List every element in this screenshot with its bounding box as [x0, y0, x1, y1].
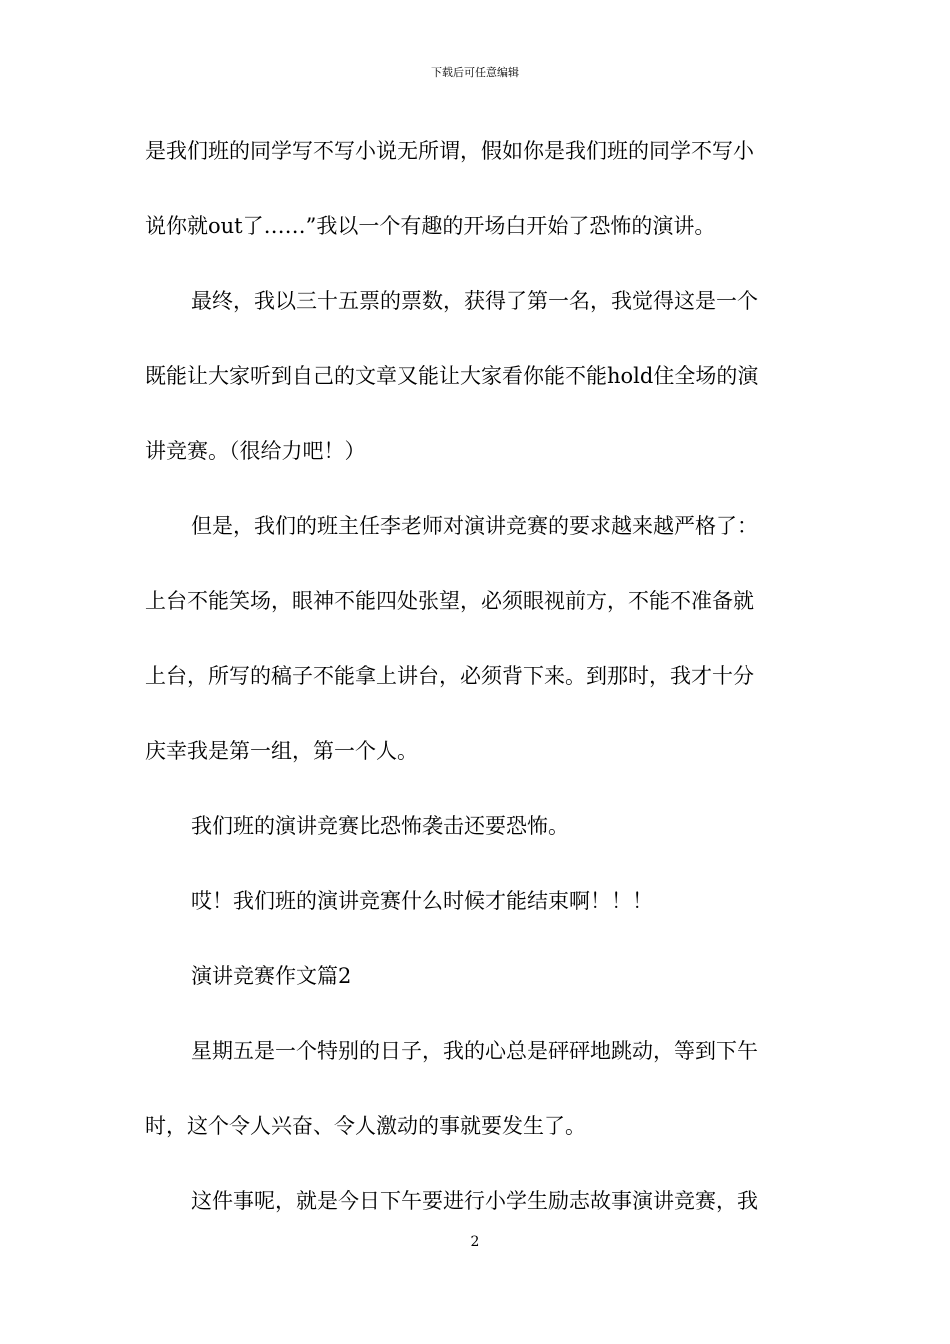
section-heading: 演讲竞赛作文篇2 [191, 964, 352, 988]
text-line: 上台不能笑场，眼神不能四处张望，必须眼视前方，不能不准备就 [145, 589, 754, 613]
text-line: 说你就out了……”我以一个有趣的开场白开始了恐怖的演讲。 [145, 214, 716, 238]
text-line: 但是，我们的班主任李老师对演讲竞赛的要求越来越严格了： [191, 514, 758, 538]
text-line: 哎！我们班的演讲竞赛什么时候才能结束啊！！！ [191, 889, 653, 913]
text-line: 星期五是一个特别的日子，我的心总是砰砰地跳动，等到下午 [191, 1039, 758, 1063]
text-line: 最终，我以三十五票的票数，获得了第一名，我觉得这是一个 [191, 289, 758, 313]
text-line: 是我们班的同学写不写小说无所谓，假如你是我们班的同学不写小 [145, 139, 754, 163]
text-line: 上台，所写的稿子不能拿上讲台，必须背下来。到那时，我才十分 [145, 664, 754, 688]
page-header: 下载后可任意编辑 [431, 66, 519, 79]
text-line: 我们班的演讲竞赛比恐怖袭击还要恐怖。 [191, 814, 569, 838]
text-line: 时，这个令人兴奋、令人激动的事就要发生了。 [145, 1114, 586, 1138]
text-line: 这件事呢，就是今日下午要进行小学生励志故事演讲竞赛，我 [191, 1189, 758, 1213]
text-line: 既能让大家听到自己的文章又能让大家看你能不能hold住全场的演 [145, 364, 759, 388]
page-number: 2 [470, 1234, 480, 1250]
text-line: 庆幸我是第一组，第一个人。 [145, 739, 418, 763]
text-line: 讲竞赛。（很给力吧！） [145, 439, 366, 463]
